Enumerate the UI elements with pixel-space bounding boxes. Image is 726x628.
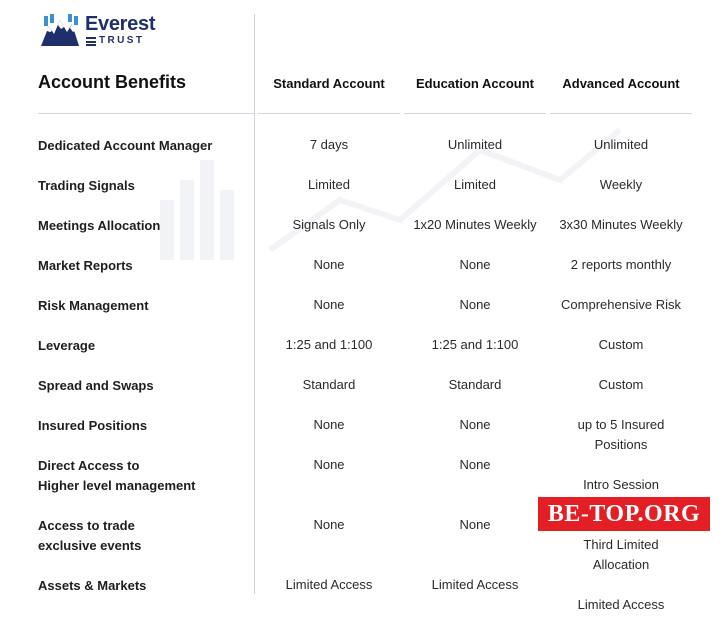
row-label-trading-signals: Trading Signals <box>38 178 135 193</box>
column-header-education: Education Account <box>416 76 534 91</box>
column-header-standard: Standard Account <box>273 76 385 91</box>
table-cell: None <box>313 417 345 432</box>
table-cell: None <box>459 297 491 312</box>
table-cell: 1:25 and 1:100 <box>285 337 373 352</box>
table-title: Account Benefits <box>38 72 187 92</box>
table-cell: Intro Session <box>583 477 659 492</box>
header-underline <box>258 113 400 114</box>
header-underline <box>404 113 546 114</box>
table-cell: Custom <box>598 377 644 392</box>
table-cell: Limited Access <box>431 577 519 592</box>
header-underline <box>550 113 692 114</box>
table-cell: Signals Only <box>292 217 366 232</box>
table-cell: Unlimited <box>593 137 649 152</box>
table-cell: Standard <box>448 377 502 392</box>
table-cell: None <box>313 257 345 272</box>
brand-subtitle: TRUST <box>99 35 145 46</box>
table-cell: Custom <box>598 337 644 352</box>
row-label-risk-management: Risk Management <box>38 298 149 313</box>
brand-name: Everest <box>85 13 156 35</box>
column-divider <box>254 14 255 594</box>
table-cell: 2 reports monthly <box>570 257 672 272</box>
table-cell: Weekly <box>599 177 643 192</box>
table-cell: 1:25 and 1:100 <box>431 337 519 352</box>
table-cell: Limited Access <box>285 577 373 592</box>
table-cell: Limited <box>454 177 496 192</box>
row-label-exclusive-events: Access to trade exclusive events <box>38 518 142 553</box>
table-cell: None <box>313 297 345 312</box>
row-label-leverage: Leverage <box>38 338 96 353</box>
table-cell: 1x20 Minutes Weekly <box>413 217 537 232</box>
table-cell: Limited Access <box>577 597 665 612</box>
row-label-market-reports: Market Reports <box>38 258 133 273</box>
column-header-advanced: Advanced Account <box>562 76 680 91</box>
table-cell: Limited <box>308 177 350 192</box>
table-cell: 3x30 Minutes Weekly <box>559 217 683 232</box>
everest-trust-logo <box>40 12 160 48</box>
header-underline <box>38 113 254 114</box>
mountain-logo-icon <box>40 12 80 46</box>
table-cell: Unlimited <box>447 137 503 152</box>
row-label-assets-markets: Assets & Markets <box>38 578 147 593</box>
row-label-meetings-allocation: Meetings Allocation <box>38 218 161 233</box>
watermark-badge: BE-TOP.ORG <box>538 497 710 531</box>
table-cell: None <box>459 517 491 532</box>
row-label-insured-positions: Insured Positions <box>38 418 148 433</box>
table-cell: None <box>459 417 491 432</box>
table-cell: Comprehensive Risk <box>561 297 681 312</box>
table-cell: None <box>313 457 345 472</box>
table-cell: Standard <box>302 377 356 392</box>
row-label-dedicated-account-manager: Dedicated Account Manager <box>38 138 213 153</box>
table-cell: Third Limited Allocation <box>583 537 659 572</box>
row-label-direct-access: Direct Access to Higher level management <box>38 458 196 493</box>
table-cell: None <box>459 457 491 472</box>
table-cell: None <box>313 517 345 532</box>
table-cell: None <box>459 257 491 272</box>
table-cell: up to 5 Insured Positions <box>577 417 665 452</box>
row-label-spread-and-swaps: Spread and Swaps <box>38 378 154 393</box>
brand-bars-icon <box>86 37 96 46</box>
table-cell: 7 days <box>309 137 349 152</box>
